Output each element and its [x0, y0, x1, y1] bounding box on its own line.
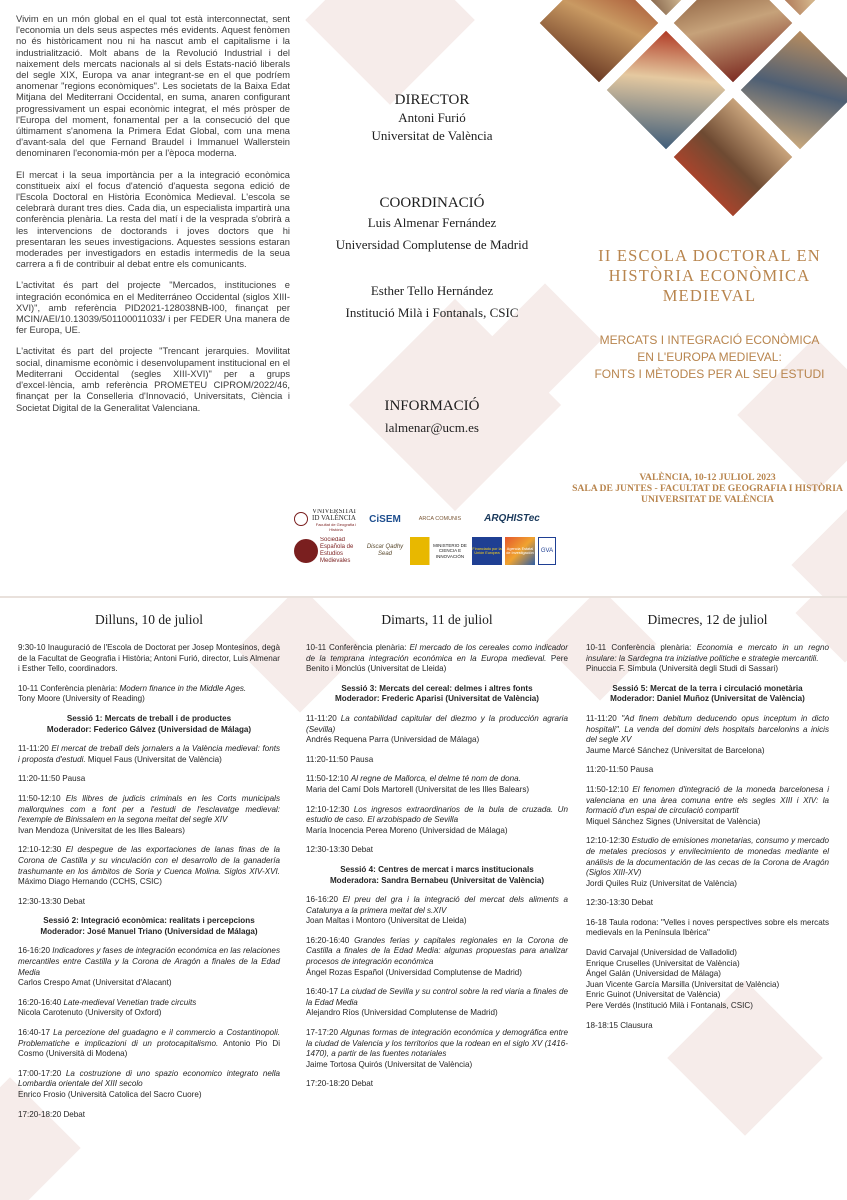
- seem-seal-icon: [294, 539, 318, 563]
- item-time: 10-11 Conferència plenària:: [306, 643, 410, 652]
- medieval-painting-mosaic: [548, 0, 847, 208]
- seem-logo-text: Sociedad: [320, 537, 346, 543]
- item-speaker: Tony Moore (University of Reading): [18, 694, 145, 704]
- item-speaker: Jaume Marcé Sánchez (Universitat de Barcelona): [586, 745, 765, 755]
- program-item: [18, 744, 280, 765]
- coordinator-name: Esther Tello Hernández: [370, 283, 494, 298]
- item-time: 12:10-12:30: [18, 845, 66, 855]
- director-name: Antoni Furió: [398, 110, 466, 125]
- seem-logo: [292, 537, 360, 565]
- program-item: 12:30-13:30 Debat: [306, 845, 374, 855]
- session-header: [18, 714, 280, 735]
- item-title: Algunas formas de integración económica y demográfica entre la ciudad de Valencia y los territorios que la rodean en el siglo XV (1416-1470), a partir de las fuentes notariales: [306, 1028, 569, 1059]
- program-item: [18, 845, 280, 887]
- session-header: [586, 684, 829, 705]
- subtitle-line: MERCATS I INTEGRACIÓ ECONÒMICA: [599, 333, 820, 347]
- item-time: 16:20-16:40: [18, 997, 64, 1007]
- director-heading: DIRECTOR: [394, 92, 470, 108]
- arqhistec-logo: ARQHISTec: [484, 512, 540, 524]
- director-affiliation: Universitat de València: [371, 128, 493, 143]
- participant: Enrique Cruselles (Universitat de València): [586, 958, 740, 968]
- item-time: 10-11 Conferència plenària:: [18, 683, 120, 693]
- program-item: [18, 998, 280, 1019]
- session-moderator: Moderador: José Manuel Triano (Universidad de Málaga): [40, 926, 258, 936]
- venue-date: VALÈNCIA, 10-12 JULIOL 2023: [639, 472, 776, 483]
- intro-paragraph: El mercat i la seua importància per a la integració econòmica constitueix així el focus d'atenció d'aquesta segona edició de l'Escola Doctoral en Història Econòmica Medieval. L'escola se celebrarà durant tres dies. Cada dia, un especialista impartirà una conferència plenària. La resta del matí i de la vesprada s'obrirà a les intervencions de doctorands i joves doctors que hi presentaran les seues investigacions. Aquestes sessions estaran moderades per investigadors en estadis intermedis de la seua carrera a fi de contribuir al debat entre els comunicants.: [16, 169, 290, 270]
- item-title: Modern finance in the Middle Ages.: [119, 683, 247, 693]
- session-title: Sessió 2: Integració econòmica: realitats i percepcions: [43, 916, 255, 926]
- item-title: "Ad finem debitum deducendo opus inceptum in dicto hospitali". La venda del domini dels hospitals barcelonins a inicis del segle XV: [586, 713, 830, 745]
- participant: Juan Vicente García Marsilla (Universitat de València): [586, 979, 780, 989]
- funding-paragraph: L'activitat és part del projecte "Mercados, instituciones e integración económica en el Mediterráneo Occidental (siglos XIII-XVI)", amb referència PID2021-128038NB-I00, finançat per MCIN/AEI/10.13039/501100011033/ i per FEDER Una manera de fer Europa, UE.: [16, 280, 290, 336]
- program-item: [586, 714, 829, 756]
- subtitle-line: FONTS I MÈTODES PER AL SEU ESTUDI: [594, 367, 825, 381]
- item-speaker: Miquel Sánchez Signes (Universitat de València): [586, 816, 761, 826]
- day2-column: [306, 612, 568, 1099]
- uv-logo: [292, 509, 360, 531]
- program-item: [306, 1028, 568, 1070]
- poster-front: [0, 0, 847, 598]
- venue-room: SALA DE JUNTES - FACULTAT DE GEOGRAFIA I HISTÒRIA: [572, 483, 843, 494]
- uv-logo-text: Facultat de Geografia i Història: [315, 522, 357, 531]
- program-item: [18, 684, 280, 705]
- item-speaker: Miquel Faus (Universitat de València): [85, 754, 222, 764]
- arca-comunis-logo: ARCA COMUNIS: [418, 515, 462, 522]
- item-title: Economia e mercato in un regno insulare: la Sardegna tra iniziative politiche e strategie mercantili.: [586, 643, 829, 663]
- item-speaker: Enrico Frosio (Università Catolica del Sacro Cuore): [18, 1090, 202, 1099]
- participant: Pere Verdés (Institució Milà i Fontanals, CSIC): [586, 1001, 753, 1011]
- item-speaker: Máximo Diago Hernando (CCHS, CSIC): [18, 877, 162, 887]
- item-time: 11:50-12:10: [586, 784, 633, 794]
- program-item: [306, 805, 568, 837]
- school-title-line: II ESCOLA DOCTORAL EN: [598, 246, 821, 265]
- gva-logo: GVA: [538, 537, 556, 565]
- item-title: El fenomen d'integració de la moneda barcelonesa i valenciana en una àrea comuna entre els segles XIII i XIV: la formació d'un espai de circulació compartit: [586, 784, 829, 816]
- item-time: 11-11:20: [306, 713, 341, 723]
- item-time: 16-16:20: [306, 895, 343, 905]
- item-time: 16:40-17: [306, 987, 341, 997]
- item-title: La contabilidad capitular del diezmo y la producción agraria (Sevilla): [306, 713, 568, 734]
- info-block: [306, 397, 558, 437]
- day3-column: [586, 612, 829, 1040]
- session-moderator: Moderador: Frederic Aparisi (Universitat de València): [335, 694, 539, 704]
- day2-heading: Dimarts, 11 de juliol: [381, 612, 493, 627]
- program-item: 11:20-11:50 Pausa: [586, 765, 654, 775]
- sponsor-logos: [292, 507, 558, 567]
- program-item: [18, 1028, 280, 1060]
- program-item: [306, 936, 568, 978]
- item-speaker: Carlos Crespo Amat (Universitat d'Alacant): [18, 978, 172, 988]
- coordinator-name: Luis Almenar Fernández: [367, 215, 497, 230]
- info-heading: INFORMACIÓ: [384, 398, 480, 414]
- program-item: 11:20-11:50 Pausa: [306, 754, 374, 764]
- day1-column: [18, 612, 280, 1129]
- program-item: 12:30-13:30 Debat: [18, 896, 86, 906]
- round-table-participants: [586, 948, 829, 1012]
- program-item: [18, 946, 280, 988]
- item-title: El preu del gra i la integració del mercat dels aliments a Catalunya a la primera meitat del s.XIV: [306, 895, 568, 915]
- item-title: El despegue de las exportaciones de lanas finas de la Corona de Castilla y su vinculación con el desarrollo de la ganadería trashumante en los ámbitos de Soria y Cuenca Molina. Siglos XIV-XVI.: [18, 845, 281, 876]
- program-item: 9:30-10 Inauguració de l'Escola de Doctorat per Josep Montesinos, degà de la Facultat de Geografia i Història; Antoni Furió, director, Luis Almenar i Esther Tello, coordinadors.: [18, 643, 280, 674]
- round-table-item: 16-18 Taula rodona: "Velles i noves perspectives sobre els mercats medievals en la Península Ibèrica": [586, 917, 829, 938]
- session-moderator: Moderadora: Sandra Bernabeu (Universitat de València): [329, 875, 545, 885]
- cisem-logo: CiSEM: [369, 513, 401, 525]
- coordination-heading: COORDINACIÓ: [379, 195, 485, 211]
- item-speaker: María Inocencia Perea Moreno (Universidad de Málaga): [306, 825, 508, 835]
- program-item: [18, 794, 280, 836]
- participant: Ángel Galán (Universidad de Málaga): [586, 969, 721, 979]
- session-header: [306, 865, 568, 886]
- program-item: [306, 774, 568, 795]
- program-item: [18, 1069, 280, 1101]
- aei-logo: Agencia Estatal de Investigación: [505, 537, 535, 565]
- item-time: 16:20-16:40: [306, 935, 355, 945]
- info-email[interactable]: lalmenar@ucm.es: [385, 420, 479, 435]
- item-title: Los ingresos extraordinarios de la bula de cruzada. Un estudio de caso. El arzobispado de Sevilla: [306, 804, 568, 825]
- school-subtitle: [572, 332, 847, 383]
- school-title-line: MEDIEVAL: [662, 286, 757, 305]
- uv-logo-text: VNIVERSITAT: [312, 509, 357, 515]
- discar-logo: Discar Qadhy Sead: [366, 544, 404, 557]
- day3-heading: Dimecres, 12 de juliol: [647, 612, 768, 627]
- seem-logo-text: Española de: [320, 544, 354, 550]
- item-title: Indicadores y fases de integración económica en las relaciones mercantiles entre Castilla y la Corona de Aragón a finales de la Edad Media: [18, 946, 280, 977]
- item-time: 12:10-12:30: [306, 804, 354, 814]
- program-item: [586, 785, 829, 827]
- school-title: [572, 246, 847, 306]
- item-title: La percezione del guadagno e il commercio a Costantinopoli. Problematiche e implicazioni di un protocapitalismo.: [18, 1028, 280, 1048]
- intro-paragraph: Vivim en un món global en el qual tot està interconnectat, sent l'economia un dels seus aspectes més evidents. Aquest fenòmen no és històricament nou ni ha nascut amb el capitalisme i la industrialització. Molt abans de la Revolució Industrial i del naixement dels mercats nacionals al si dels Estats-nació liberals del segle XIX, Europa va anar integrant-se en el que podríem anomenar "regions econòmiques". Les societats de la Baixa Edat Mitjana del Mediterrani Occidental, en suma, anaren configurant progressivament un espai econòmic integrat, el més pròsper de l'Europa del moment, fonamental per a la consecució del que últimament s'anomena la Primera Edat Global, com una mena d'avant-sala del que Fernand Braudel i Immanuel Wallerstein denominaren l'economia-món per a l'època moderna.: [16, 14, 290, 159]
- item-speaker: Pere Benito i Monclús (Universitat de Lleida): [306, 653, 568, 674]
- item-time: 11-11:20: [18, 744, 52, 754]
- session-title: Sessió 1: Mercats de treball i de productes: [66, 713, 232, 723]
- program-item: 17:20-18:20 Debat: [306, 1079, 374, 1089]
- session-title: Sessió 3: Mercats del cereal: delmes i altres fonts: [341, 683, 533, 693]
- venue-info: [568, 472, 847, 505]
- program-item: 11:20-11:50 Pausa: [18, 774, 86, 784]
- item-time: 11-11:20: [586, 713, 622, 723]
- day1-heading: Dilluns, 10 de juliol: [95, 612, 203, 627]
- session-title: Sessió 5: Mercat de la terra i circulació monetària: [612, 683, 803, 693]
- program-item: 18-18:15 Clausura: [586, 1020, 653, 1030]
- eu-logo: Financiado por la Unión Europea: [472, 537, 502, 565]
- seem-logo-text: Medievales: [320, 558, 351, 564]
- item-title: Late-medieval Venetian trade circuits: [63, 997, 197, 1007]
- item-speaker: Maria del Camí Dols Martorell (Universitat de les Illes Balears): [306, 784, 530, 794]
- participant: Enric Guinot (Universitat de València): [586, 990, 721, 1000]
- item-time: 11:50-12:10: [18, 793, 66, 803]
- session-header: [18, 916, 280, 937]
- program-item: 12:30-13:30 Debat: [586, 898, 654, 908]
- director-block: [306, 91, 558, 145]
- participant: David Carvajal (Universidad de Valladolid): [586, 948, 738, 958]
- program-item: [586, 836, 829, 889]
- item-time: 16-16:20: [18, 946, 53, 956]
- item-title: La costruzione di uno spazio economico integrato nella Lombardia orientale del XIII secolo: [18, 1068, 280, 1089]
- item-speaker: Alejandro Ríos (Universidad Complutense de Madrid): [306, 1008, 498, 1018]
- item-time: 12:10-12:30: [586, 836, 632, 846]
- program-item: [306, 714, 568, 746]
- uv-seal-icon: [294, 512, 308, 526]
- item-speaker: Pinuccia F. Simbula (Università degli Studi di Sassari): [586, 664, 779, 674]
- uv-logo-text: ID VALÈNCIA: [312, 514, 356, 522]
- intro-text: [16, 14, 290, 424]
- school-title-line: HISTÒRIA ECONÒMICA: [608, 266, 811, 285]
- item-speaker: Antonio Pio Di Cosmo (Università di Modena): [18, 1038, 281, 1059]
- item-title: El mercat de treball dels jornalers a la València medieval: fonts i proposta d'estudi.: [18, 744, 280, 764]
- venue-university: UNIVERSITAT DE VALÈNCIA: [641, 494, 774, 505]
- decorative-diamond: [791, 501, 847, 598]
- item-speaker: Ivan Mendoza (Universitat de les Illes Balears): [18, 825, 185, 835]
- item-time: 17-17:20: [306, 1028, 341, 1038]
- item-title: Els llibres de judicis criminals en les Corts municipals mallorquines com a font per a l'estudi de l'esclavatge medieval: l'exemple de Binissalem en la segona meitat del segle XIV: [18, 793, 280, 825]
- item-speaker: Jaime Tortosa Quirós (Universitat de València): [306, 1059, 473, 1069]
- item-speaker: Joan Maltas i Montoro (Universitat de Lleida): [306, 916, 467, 926]
- item-title: Grandes ferias y capitales regionales en la Corona de Castilla a finales de la Edad Media: algunas propuestas para analizar procesos de integración económica: [306, 935, 569, 967]
- program-item: [306, 987, 568, 1019]
- session-moderator: Moderador: Daniel Muñoz (Universitat de València): [610, 694, 805, 704]
- program-item: [306, 643, 568, 675]
- item-title: El mercado de los cereales como indicador de la temprana integración económica en la Europa medieval.: [306, 643, 568, 663]
- item-title: Estudio de emisiones monetarias, consumo y mercado de metales preciosos y envilecimiento de monedas mediante el análisis de la documentación de las cecas de la Corona de Aragón (Siglos XIII-XV): [586, 836, 830, 878]
- program-item: [586, 643, 829, 675]
- funding-paragraph: L'activitat és part del projecte "Trencant jerarquies. Movilitat social, dinamisme econòmic i desenvolupament institucional en el Mediterrani Occidental (segles XIII-XVI)" per a grups d'excel·lència, amb referència PROMETEU CIPROM/2022/46, finançat per la Conselleria d'Innovació, Universitats, Ciència i Societat Digital de la Generalitat Valenciana.: [16, 346, 290, 413]
- item-speaker: Nicola Carotenuto (University of Oxford): [18, 1008, 162, 1018]
- program-item: 17:20-18:20 Debat: [18, 1109, 86, 1119]
- session-moderator: Moderador: Federico Gálvez (Universidad de Málaga): [46, 724, 252, 734]
- session-title: Sessió 4: Centres de mercat i marcs institucionals: [340, 864, 534, 874]
- item-time: 11:50-12:10: [306, 774, 351, 784]
- item-time: 16:40-17: [18, 1028, 54, 1038]
- coordination-block: [306, 194, 558, 322]
- item-speaker: Ángel Rozas Español (Universidad Complutense de Madrid): [306, 967, 522, 977]
- ministerio-logo: MINISTERIO DE CIENCIA E INNOVACIÓN: [410, 537, 468, 565]
- item-title: Al regne de Mallorca, el delme té nom de dona.: [350, 774, 521, 784]
- seem-logo-text: Estudios: [320, 551, 344, 557]
- item-time: 10-11 Conferència plenària:: [586, 643, 697, 652]
- coordinator-affiliation: Institució Milà i Fontanals, CSIC: [345, 305, 519, 320]
- item-title: La ciudad de Sevilla y su control sobre la red viaria a finales de la Edad Media: [306, 987, 568, 1007]
- session-header: [306, 684, 568, 705]
- program-item: [306, 895, 568, 927]
- subtitle-line: EN L'EUROPA MEDIEVAL:: [637, 350, 782, 364]
- item-speaker: Andrés Requena Parra (Universidad de Málaga): [306, 735, 480, 745]
- decorative-diamond: [305, 0, 475, 105]
- coordinator-affiliation: Universidad Complutense de Madrid: [335, 237, 529, 252]
- item-time: 17:00-17:20: [18, 1068, 66, 1078]
- item-speaker: Jordi Quiles Ruiz (Universitat de València): [586, 878, 737, 888]
